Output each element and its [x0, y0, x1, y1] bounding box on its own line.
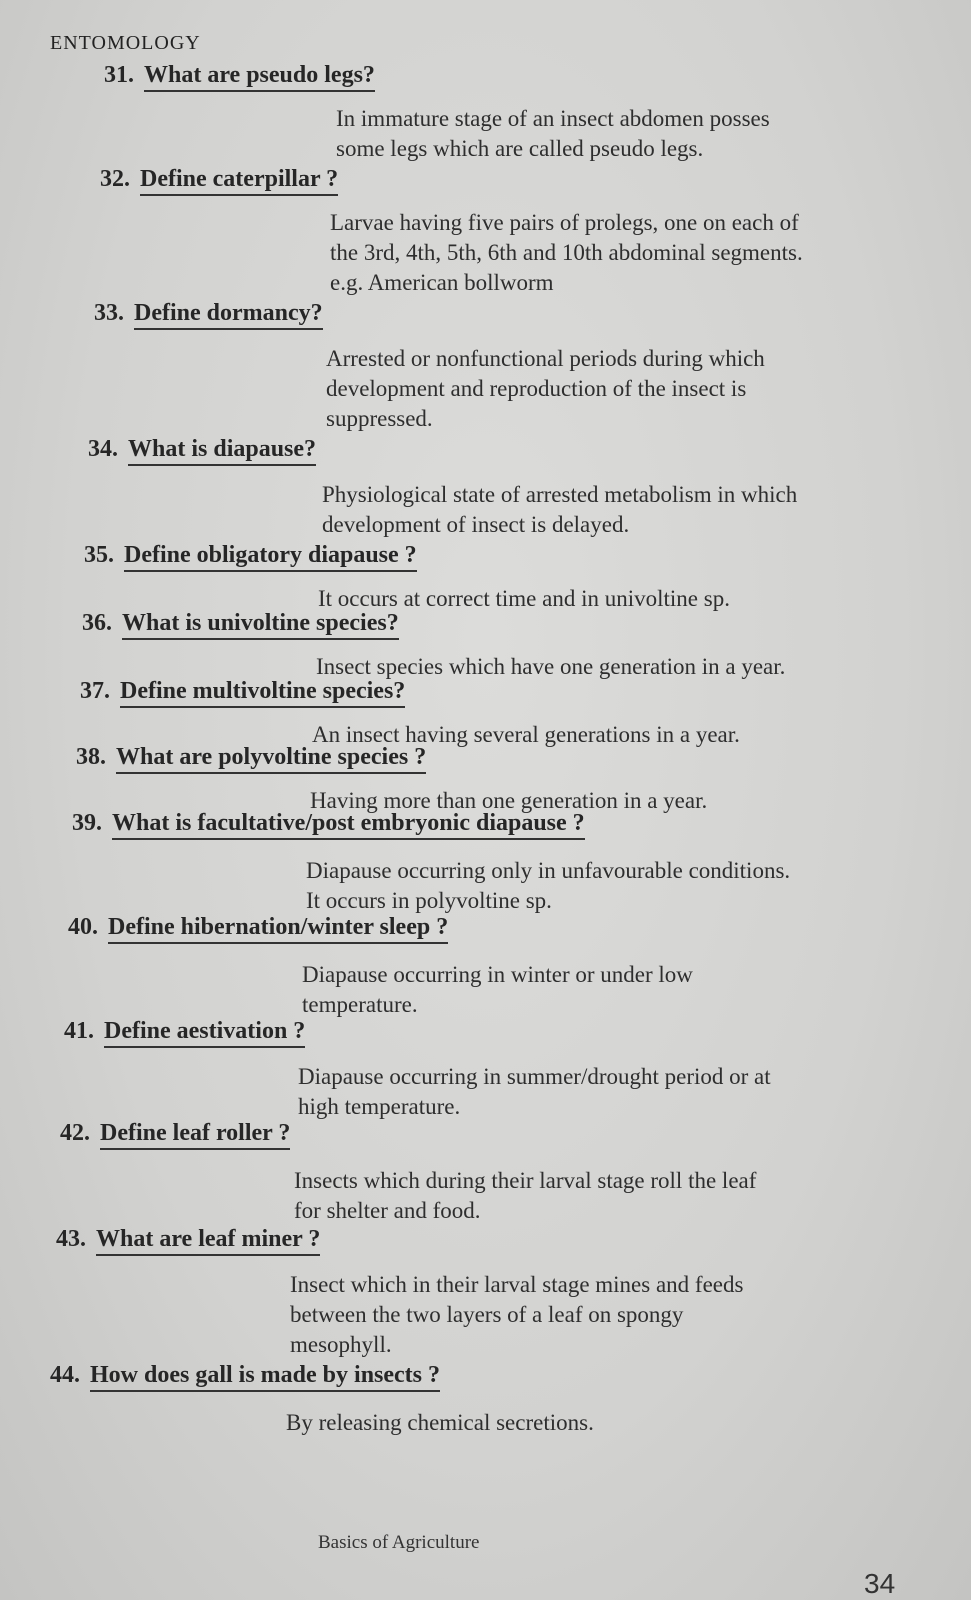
answer-43: Insect which in their larval stage mines and feeds between the two layers of a leaf on spongy mesophyll.	[290, 1272, 744, 1357]
answer-37: An insect having several generations in a year.	[312, 722, 740, 747]
question-33	[94, 300, 323, 330]
question-number: 31.	[104, 62, 134, 88]
answer-36: Insect species which have one generation in a year.	[316, 654, 786, 679]
answer-39: Diapause occurring only in unfavourable conditions. It occurs in polyvoltine sp.	[306, 858, 791, 913]
question-37	[80, 678, 405, 708]
question-39	[72, 810, 585, 840]
answer-40: Diapause occurring in winter or under low temperature.	[302, 962, 693, 1017]
answer-31: In immature stage of an insect abdomen posses some legs which are called pseudo legs.	[336, 106, 770, 161]
question-31	[104, 62, 375, 92]
question-number: 44.	[50, 1362, 80, 1388]
answer-44: By releasing chemical secretions.	[286, 1410, 594, 1435]
question-35	[84, 542, 417, 572]
question-text: What are pseudo legs?	[144, 62, 375, 92]
question-text: What is diapause?	[128, 436, 316, 466]
question-number: 37.	[80, 678, 110, 704]
question-36	[82, 610, 399, 640]
answer-35: It occurs at correct time and in univoltine sp.	[318, 586, 730, 611]
question-text: Define hibernation/winter sleep ?	[108, 914, 448, 944]
question-44	[50, 1362, 440, 1392]
question-text: Define leaf roller ?	[100, 1120, 290, 1150]
running-footer: Basics of Agriculture	[318, 1532, 480, 1553]
question-number: 33.	[94, 300, 124, 326]
question-number: 41.	[64, 1018, 94, 1044]
question-text: How does gall is made by insects ?	[90, 1362, 440, 1392]
question-42	[60, 1120, 290, 1150]
question-text: Define dormancy?	[134, 300, 323, 330]
question-number: 40.	[68, 914, 98, 940]
question-32	[100, 166, 338, 196]
question-number: 42.	[60, 1120, 90, 1146]
question-38	[76, 744, 426, 774]
question-40	[68, 914, 448, 944]
question-number: 39.	[72, 810, 102, 836]
question-text: What is univoltine species?	[122, 610, 399, 640]
answer-32: Larvae having five pairs of prolegs, one on each of the 3rd, 4th, 5th, 6th and 10th abdominal segments. e.g. American bollworm	[330, 210, 803, 295]
question-text: Define aestivation ?	[104, 1018, 305, 1048]
question-number: 36.	[82, 610, 112, 636]
running-header: ENTOMOLOGY	[50, 32, 201, 54]
page-number: 34	[864, 1568, 896, 1599]
question-text: Define caterpillar ?	[140, 166, 338, 196]
answer-33: Arrested or nonfunctional periods during which development and reproduction of the insect is suppressed.	[326, 346, 765, 431]
question-41	[64, 1018, 305, 1048]
question-text: What are leaf miner ?	[96, 1226, 320, 1256]
answer-42: Insects which during their larval stage roll the leaf for shelter and food.	[294, 1168, 757, 1223]
question-number: 38.	[76, 744, 106, 770]
question-text: Define obligatory diapause ?	[124, 542, 417, 572]
answer-38: Having more than one generation in a year.	[310, 788, 708, 813]
question-number: 34.	[88, 436, 118, 462]
question-number: 35.	[84, 542, 114, 568]
question-number: 32.	[100, 166, 130, 192]
question-34	[88, 436, 316, 466]
question-text: What is facultative/post embryonic diapause ?	[112, 810, 585, 840]
answer-34: Physiological state of arrested metabolism in which development of insect is delayed.	[322, 482, 798, 537]
question-text: What are polyvoltine species ?	[116, 744, 426, 774]
answer-41: Diapause occurring in summer/drought period or at high temperature.	[298, 1064, 771, 1119]
question-number: 43.	[56, 1226, 86, 1252]
question-43	[56, 1226, 320, 1256]
question-text: Define multivoltine species?	[120, 678, 405, 708]
